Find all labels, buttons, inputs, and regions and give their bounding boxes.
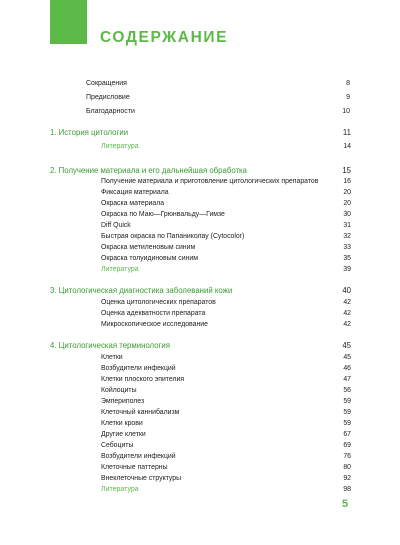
toc-label: Сокращения xyxy=(86,80,127,87)
toc-entry[interactable] xyxy=(101,387,351,394)
toc-entry[interactable] xyxy=(101,376,351,383)
chapter-title: 1. История цитологии xyxy=(50,128,129,137)
toc-label: Предисловие xyxy=(86,94,130,101)
entry-label: Возбудители инфекций xyxy=(101,365,176,372)
entry-page: 92 xyxy=(343,475,351,482)
entry-page: 76 xyxy=(343,453,351,460)
entry-page: 80 xyxy=(343,464,351,471)
entry-label: Другие клетки xyxy=(101,431,146,438)
page-title: СОДЕРЖАНИЕ xyxy=(100,29,229,46)
entry-label: Оценка адекватности препарата xyxy=(101,310,206,317)
entry-page: 30 xyxy=(343,211,351,218)
entry-page: 56 xyxy=(343,387,351,394)
toc-entry[interactable] xyxy=(101,354,351,361)
entry-label: Себоциты xyxy=(101,442,134,449)
toc-literature[interactable] xyxy=(101,143,351,150)
entry-page: 45 xyxy=(343,354,351,361)
entry-label: Клетки плоского эпителия xyxy=(101,376,185,383)
entry-page: 47 xyxy=(343,376,351,383)
entry-label: Окраска материала xyxy=(101,200,165,207)
entry-label: Получение материала и приготовление цитологических препаратов xyxy=(101,178,319,185)
literature-label: Литература xyxy=(101,486,139,493)
entry-page: 59 xyxy=(343,398,351,405)
toc-page: 10 xyxy=(342,108,350,115)
chapter-page: 15 xyxy=(342,166,351,175)
literature-label: Литература xyxy=(101,266,139,273)
chapter-title: 3. Цитологическая диагностика заболеваний кожи xyxy=(50,286,233,295)
entry-label: Койлоциты xyxy=(101,387,137,394)
toc-row-front[interactable] xyxy=(86,94,350,101)
toc-entry[interactable] xyxy=(101,233,351,240)
entry-page: 20 xyxy=(343,189,351,196)
toc-row-front[interactable] xyxy=(86,108,350,115)
toc-entry[interactable] xyxy=(101,365,351,372)
entry-label: Возбудители инфекций xyxy=(101,453,176,460)
entry-page: 69 xyxy=(343,442,351,449)
entry-label: Окраска толуидиновым синим xyxy=(101,255,198,262)
entry-page: 35 xyxy=(343,255,351,262)
entry-label: Внеклеточные структуры xyxy=(101,475,182,482)
entry-label: Клеточный каннибализм xyxy=(101,409,180,416)
toc-entry[interactable] xyxy=(101,189,351,196)
toc-literature[interactable] xyxy=(101,266,351,273)
toc-chapter-3[interactable] xyxy=(50,286,351,295)
toc-entry[interactable] xyxy=(101,211,351,218)
entry-label: Клетки xyxy=(101,354,123,361)
literature-page: 14 xyxy=(343,143,351,150)
entry-page: 59 xyxy=(343,409,351,416)
toc-page: 8 xyxy=(346,80,350,87)
entry-page: 59 xyxy=(343,420,351,427)
toc-entry[interactable] xyxy=(101,453,351,460)
entry-label: Быстрая окраска по Папаниколау (Cytocolor) xyxy=(101,233,245,240)
toc-page: 9 xyxy=(346,94,350,101)
entry-page: 31 xyxy=(343,222,351,229)
literature-label: Литература xyxy=(101,143,139,150)
toc-entry[interactable] xyxy=(101,222,351,229)
entry-page: 16 xyxy=(343,178,351,185)
entry-page: 42 xyxy=(343,321,351,328)
entry-label: Фиксация материала xyxy=(101,189,169,196)
entry-label: Клетки крови xyxy=(101,420,143,427)
toc-entry[interactable] xyxy=(101,310,351,317)
entry-label: Клеточные паттерны xyxy=(101,464,168,471)
chapter-page: 45 xyxy=(342,341,351,350)
chapter-title: 4. Цитологическая терминология xyxy=(50,341,170,350)
toc-chapter-2[interactable] xyxy=(50,166,351,175)
page-number: 5 xyxy=(342,498,349,510)
toc-entry[interactable] xyxy=(101,431,351,438)
entry-label: Эмпериполез xyxy=(101,398,145,405)
entry-page: 32 xyxy=(343,233,351,240)
toc-label: Благодарности xyxy=(86,108,135,115)
literature-page: 98 xyxy=(343,486,351,493)
toc-entry[interactable] xyxy=(101,409,351,416)
chapter-page: 11 xyxy=(342,128,351,137)
toc-entry[interactable] xyxy=(101,398,351,405)
literature-page: 39 xyxy=(343,266,351,273)
toc-entry[interactable] xyxy=(101,200,351,207)
entry-page: 20 xyxy=(343,200,351,207)
chapter-page: 40 xyxy=(342,286,351,295)
toc-row-front[interactable] xyxy=(86,80,350,87)
toc-entry[interactable] xyxy=(101,475,351,482)
toc-entry[interactable] xyxy=(101,299,351,306)
entry-page: 46 xyxy=(343,365,351,372)
chapter-title: 2. Получение материала и его дальнейшая обработка xyxy=(50,166,247,175)
entry-label: Diff Quick xyxy=(101,222,131,229)
entry-page: 42 xyxy=(343,299,351,306)
toc-entry[interactable] xyxy=(101,244,351,251)
toc-chapter-1[interactable] xyxy=(50,128,351,137)
entry-label: Оценка цитологических препаратов xyxy=(101,299,216,306)
toc-entry[interactable] xyxy=(101,255,351,262)
toc-entry[interactable] xyxy=(101,420,351,427)
toc-entry[interactable] xyxy=(101,442,351,449)
entry-page: 33 xyxy=(343,244,351,251)
entry-label: Окраска по Маю—Грюнвальду—Гимзе xyxy=(101,211,225,218)
toc-entry[interactable] xyxy=(101,321,351,328)
toc-entry[interactable] xyxy=(101,178,351,185)
toc-chapter-4[interactable] xyxy=(50,341,351,350)
toc-literature[interactable] xyxy=(101,486,351,493)
entry-label: Микроскопическое исследование xyxy=(101,321,208,328)
entry-label: Окраска метиленовым синим xyxy=(101,244,196,251)
toc-entry[interactable] xyxy=(101,464,351,471)
entry-page: 42 xyxy=(343,310,351,317)
entry-page: 67 xyxy=(343,431,351,438)
